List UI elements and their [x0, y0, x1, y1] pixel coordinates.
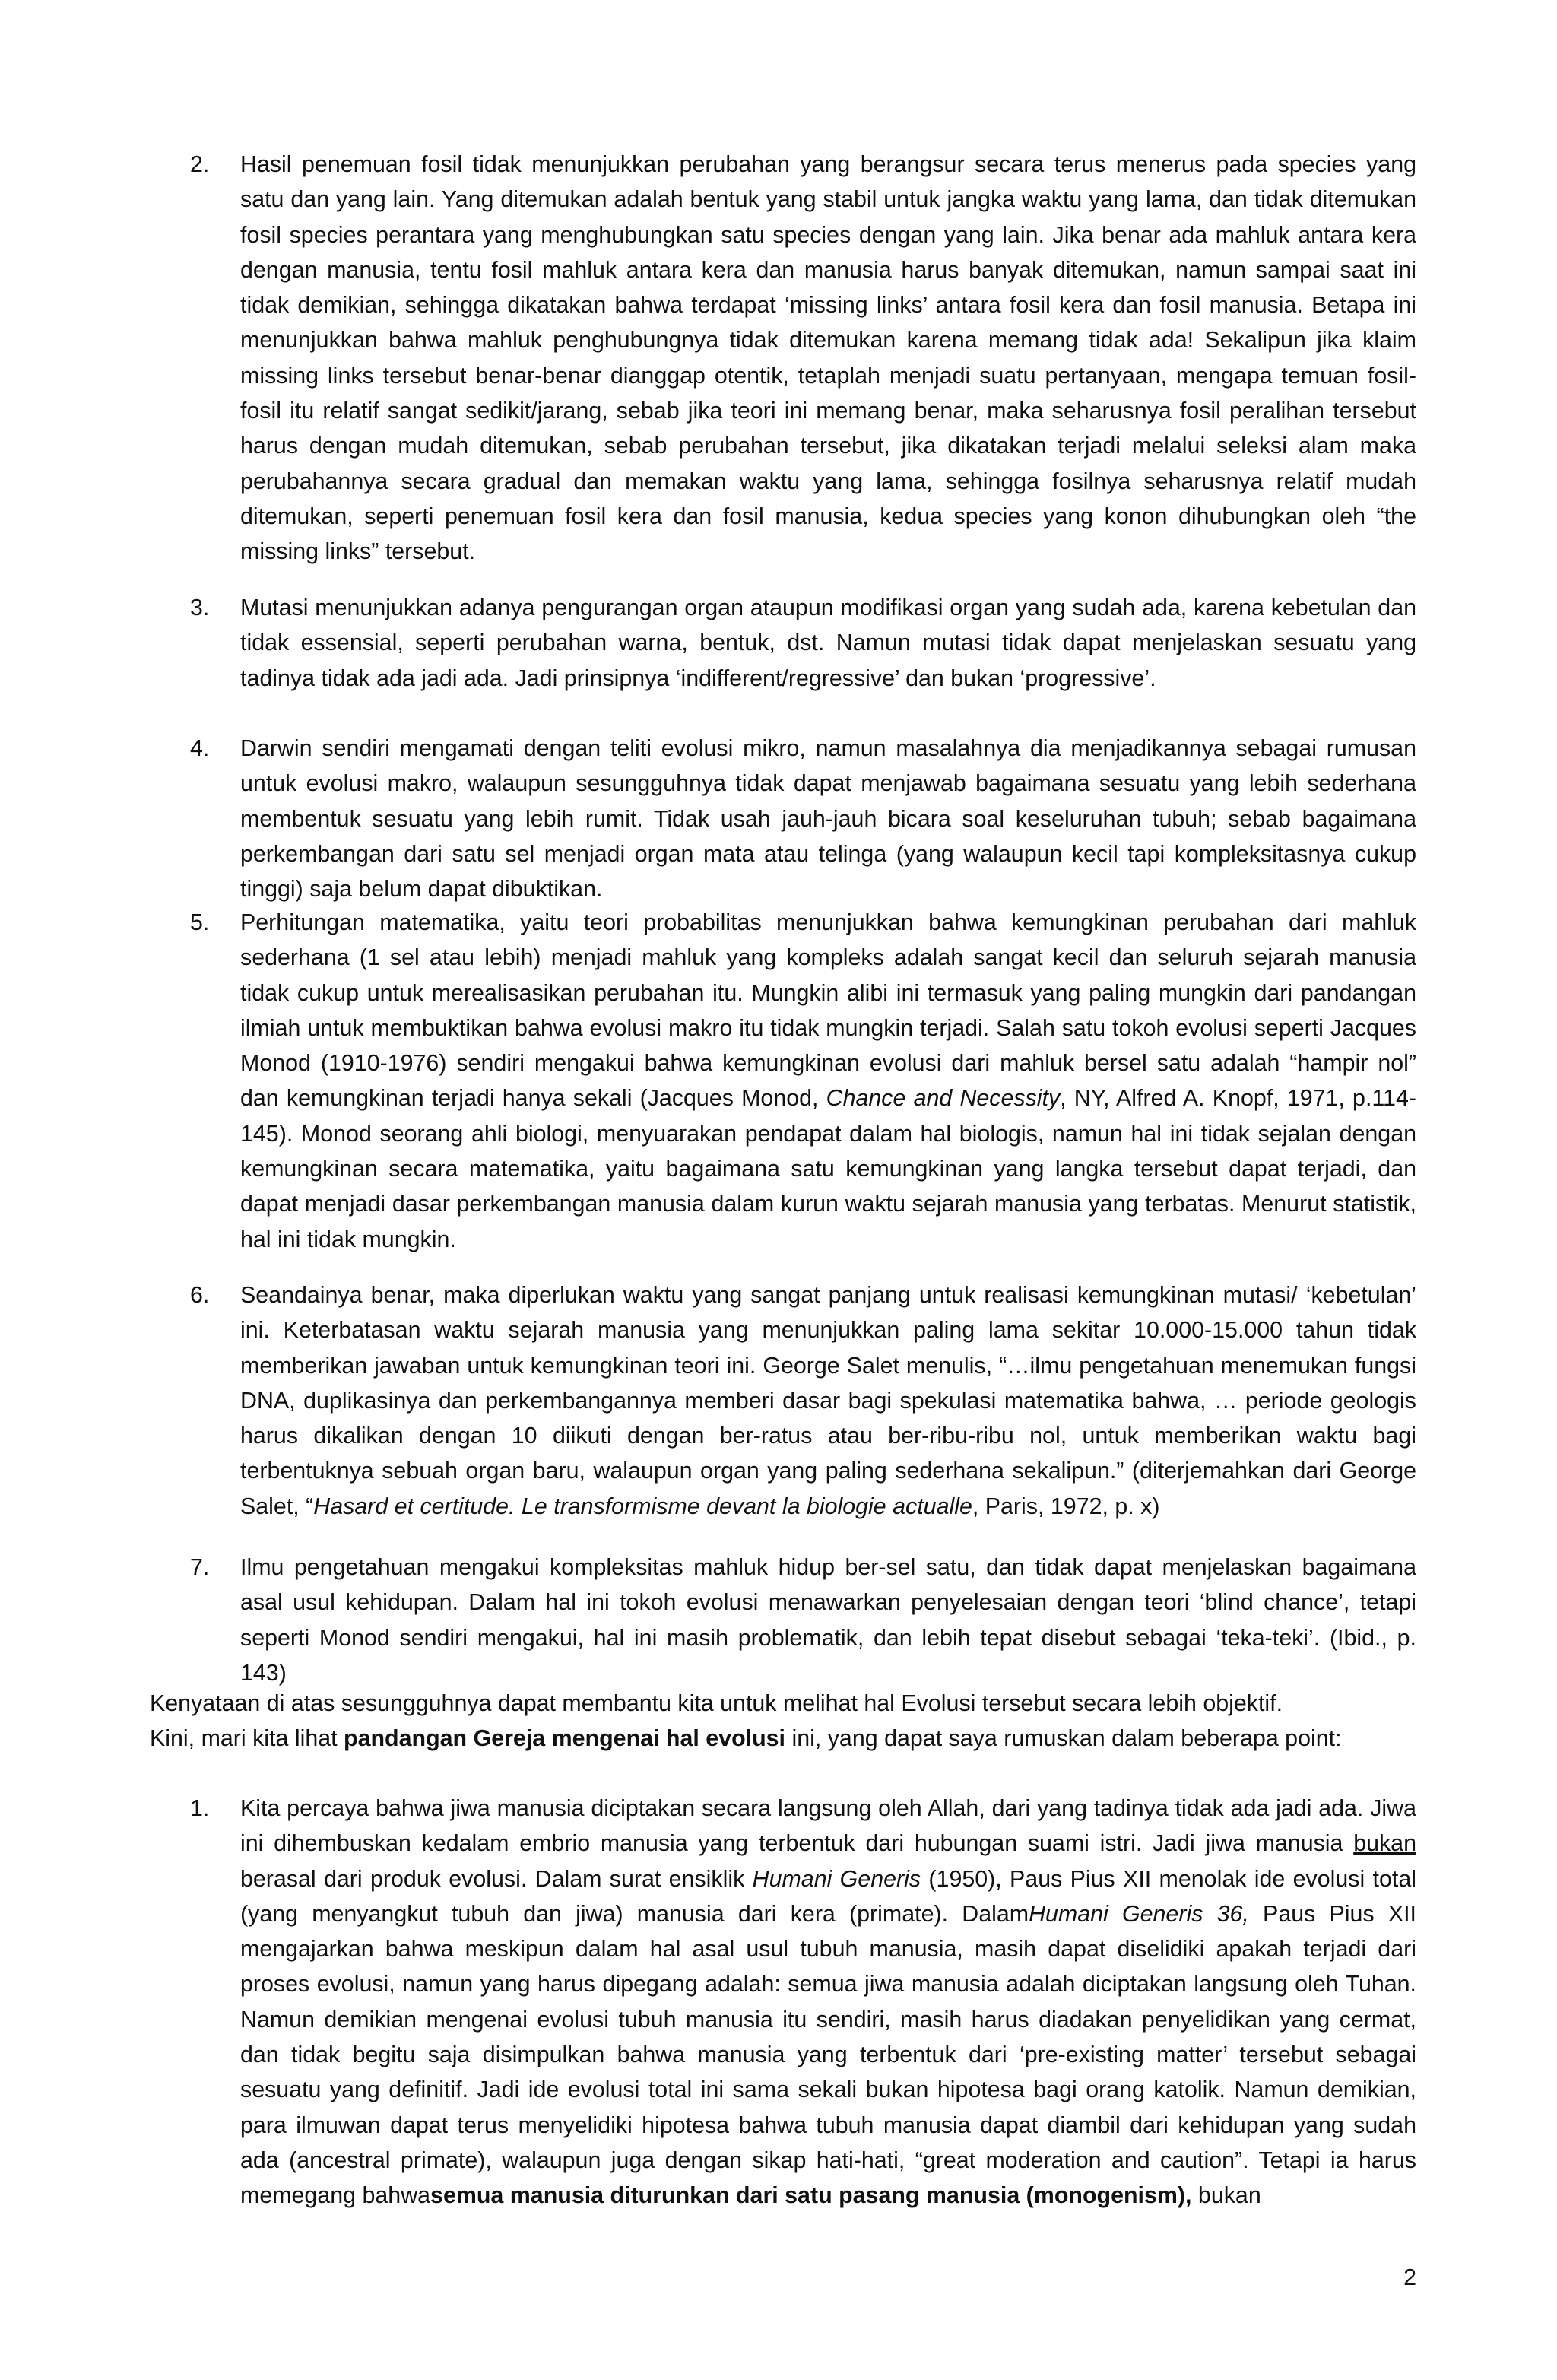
underlined-word: bukan — [1353, 1830, 1416, 1857]
list-item-text: Hasil penemuan fosil tidak menunjukkan perubahan yang berangsur secara terus menerus pada species yang satu dan yang lain. Yang ditemukan adalah bentuk yang stabil untuk jangka waktu yang lama, dan tidak ditemukan fosil species perantara yang menghubungkan satu species dengan yang lain. Jika benar ada mahluk antara kera dengan manusia, tentu fosil mahluk antara kera dan manusia harus banyak ditemukan, namun sampai saat ini tidak demikian, sehingga dikatakan bahwa terdapat ‘missing links’ antara fosil kera dan fosil manusia. Betapa ini menunjukkan bahwa mahluk penghubungnya tidak ditemukan karena memang tidak ada! Sekalipun jika klaim missing links tersebut benar-benar dianggap otentik, tetaplah menjadi suatu pertanyaan, mengapa temuan fosil-fosil itu relatif sangat sedikit/jarang, sebab jika teori ini memang benar, maka seharusnya fosil peralihan tersebut harus dengan mudah ditemukan, sebab perubahan tersebut, jika dikatakan terjadi melalui seleksi alam maka perubahannya secara gradual dan memakan waktu yang lama, sehingga fosilnya seharusnya relatif mudah ditemukan, seperti penemuan fosil kera dan fosil manusia, kedua species yang konon dihubungkan oleh “the missing links” tersebut. — [240, 151, 1416, 565]
list-number: 2. — [190, 151, 210, 177]
list-item-text: Ilmu pengetahuan mengakui kompleksitas mahluk hidup ber-sel satu, dan tidak dapat menjelaskan bagaimana asal usul kehidupan. Dalam hal ini tokoh evolusi menawarkan penyelesaian dengan teori ‘blind chance’, tetapi seperti Monod sendiri mengakui, hal ini masih problematik, dan lebih tepat disebut sebagai ‘teka-teki’. (Ibid., p. 143) — [240, 1554, 1416, 1686]
text-segment: Paus Pius XII mengajarkan bahwa meskipun dalam hal asal usul tubuh manusia, masih dapat diselidiki apakah terjadi dari proses evolusi, namun yang harus dipegang adalah: semua jiwa manusia adalah diciptakan langsung oleh Tuhan. Namun demikian mengenai evolusi tubuh manusia itu sendiri, masih harus diadakan penyelidikan yang cermat, dan tidak begitu saja disimpulkan bahwa manusia yang terbentuk dari ‘pre-existing matter’ tersebut sebagai sesuatu yang definitif. Jadi ide evolusi total ini sama sekali bukan hipotesa bagi orang katolik. Namun demikian, para ilmuwan dapat terus menyelidiki hipotesa bahwa tubuh manusia dapat diambil dari kehidupan yang sudah ada (ancestral primate), walaupun juga dengan sikap hati-hati, “great moderation and caution”. Tetapi ia harus memegang bahwa — [240, 1900, 1416, 2209]
text-segment: Kini, mari kita lihat — [150, 1725, 344, 1751]
list-item-text — [240, 1791, 1416, 2213]
text-segment: , NY, Alfred A. Knopf, 1971, p.114-145). Monod seorang ahli biologi, menyuarakan pendapat dalam hal biologis, namun hal ini tidak sejalan dengan kemungkinan secara matematika, yaitu bagaimana satu kemungkinan yang langka tersebut dapat terjadi, dan dapat menjadi dasar perkembangan manusia dalam kurun waktu sejarah manusia yang terbatas. Menurut statistik, hal ini tidak mungkin. — [240, 1085, 1416, 1252]
list-number: 7. — [190, 1554, 210, 1580]
text-segment: bukan — [1191, 2182, 1261, 2209]
text-segment: Perhitungan matematika, yaitu teori probabilitas menunjukkan bahwa kemungkinan perubahan dari mahluk sederhana (1 sel atau lebih) menjadi mahluk yang kompleks adalah sangat kecil dan seluruh sejarah manusia tidak cukup untuk merealisasikan perubahan itu. Mungkin alibi ini termasuk yang paling mungkin dari pandangan ilmiah untuk membuktikan bahwa evolusi makro itu tidak mungkin terjadi. Salah satu tokoh evolusi seperti Jacques Monod (1910-1976) sendiri mengakui bahwa kemungkinan evolusi dari mahluk bersel satu adalah “hampir nol” dan kemungkinan terjadi hanya sekali (Jacques Monod, — [240, 909, 1416, 1112]
document-title: Humani Generis — [752, 1865, 921, 1892]
book-title: Chance and Necessity — [826, 1085, 1061, 1112]
list-item-text — [240, 1277, 1416, 1524]
page-number: 2 — [1403, 2264, 1416, 2290]
text-segment: (1950), Paus Pius XII menolak ide evolusi total (yang menyangkut tubuh dan jiwa) manusia dari kera (primate). Dalam — [240, 1865, 1417, 1927]
document-title: Humani Generis 36, — [1029, 1900, 1249, 1927]
text-segment: , Paris, 1972, p. x) — [972, 1493, 1160, 1519]
paragraph — [150, 1721, 1416, 1756]
list-item-text: Mutasi menunjukkan adanya pengurangan organ ataupun modifikasi organ yang sudah ada, karena kebetulan dan tidak essensial, seperti perubahan warna, bentuk, dst. Namun mutasi tidak dapat menjelaskan sesuatu yang tadinya tidak ada jadi ada. Jadi prinsipnya ‘indifferent/regressive’ dan bukan ‘progressive’. — [240, 595, 1416, 691]
list-item-text: Darwin sendiri mengamati dengan teliti evolusi mikro, namun masalahnya dia menjadikannya sebagai rumusan untuk evolusi makro, walaupun sesungguhnya tidak dapat menjawab bagaimana sesuatu yang lebih sederhana membentuk sesuatu yang lebih rumit. Tidak usah jauh-jauh bicara soal keseluruhan tubuh; sebab bagaimana perkembangan dari satu sel menjadi organ mata atau telinga (yang walaupun kecil tapi kompleksitasnya cukup tinggi) saja belum dapat dibuktikan. — [240, 735, 1416, 903]
text-segment: Seandainya benar, maka diperlukan waktu yang sangat panjang untuk realisasi kemungkinan mutasi/ ‘kebetulan’ ini. Keterbatasan waktu sejarah manusia yang menunjukkan paling lama sekitar 10.000-15.000 tahun tidak memberikan jawaban untuk kemungkinan teori ini. George Salet menulis, “…ilmu pengetahuan menemukan fungsi DNA, duplikasinya dan perkembangannya memberi dasar bagi spekulasi matematika bahwa, … periode geologis harus dikalikan dengan 10 diikuti dengan ber-ratus atau ber-ribu-ribu nol, untuk memberikan waktu bagi terbentuknya sebuah organ baru, walaupun organ yang paling sederhana sekalipun.” (diterjemahkan dari George Salet, “ — [240, 1282, 1416, 1519]
list-number: 4. — [190, 735, 210, 761]
list-number: 3. — [190, 595, 210, 620]
list-item-text — [240, 905, 1416, 1257]
text-segment: Kita percaya bahwa jiwa manusia diciptakan secara langsung oleh Allah, dari yang tadinya tidak ada jadi ada. Jiwa ini dihembuskan kedalam embrio manusia yang terbentuk dari hubungan suami istri. Jadi jiwa manusia — [240, 1795, 1416, 1857]
text-segment: berasal dari produk evolusi. Dalam surat ensiklik — [240, 1865, 753, 1892]
book-title: Hasard et certitude. Le transformisme devant la biologie actualle — [313, 1493, 972, 1519]
list-number: 5. — [190, 909, 210, 935]
paragraph-line: Kenyataan di atas sesungguhnya dapat membantu kita untuk melihat hal Evolusi tersebut secara lebih objektif. — [150, 1690, 1283, 1716]
text-segment: ini, yang dapat saya rumuskan dalam beberapa point: — [785, 1725, 1342, 1751]
bold-phrase: pandangan Gereja mengenai hal evolusi — [344, 1725, 785, 1751]
bold-phrase: semua manusia diturunkan dari satu pasang manusia (monogenism), — [430, 2182, 1192, 2209]
list-number: 1. — [190, 1795, 210, 1821]
list-number: 6. — [190, 1282, 210, 1308]
